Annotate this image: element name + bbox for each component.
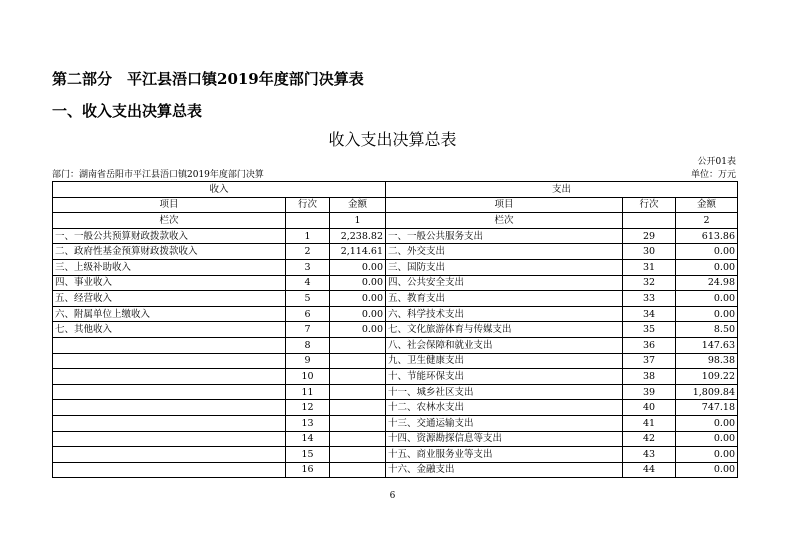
- income-item-cell: 四、事业收入: [53, 275, 286, 291]
- expense-item-cell: 十六、金融支出: [386, 462, 623, 478]
- expense-column-no-label: 栏次: [386, 213, 623, 229]
- income-row-no-cell: 3: [286, 259, 330, 275]
- table-row: [53, 431, 738, 447]
- header-row-column-numbers: [53, 213, 738, 229]
- expense-row-no-cell: 32: [623, 275, 676, 291]
- expense-amount-cell: 1,809.84: [676, 384, 738, 400]
- table-row: [53, 228, 738, 244]
- expense-item-cell: 六、科学技术支出: [386, 306, 623, 322]
- expense-item-cell: 八、社会保障和就业支出: [386, 337, 623, 353]
- income-amount-cell: [330, 337, 386, 353]
- expense-item-header: 项目: [386, 197, 623, 213]
- expense-item-cell: 二、外交支出: [386, 244, 623, 260]
- expense-row-no-cell: 37: [623, 353, 676, 369]
- income-item-cell: [53, 415, 286, 431]
- income-item-cell: [53, 447, 286, 463]
- income-amount-cell: 0.00: [330, 275, 386, 291]
- income-row-no-cell: 15: [286, 447, 330, 463]
- table-body: [53, 228, 738, 478]
- expense-item-cell: 一、一般公共服务支出: [386, 228, 623, 244]
- income-item-cell: [53, 384, 286, 400]
- expense-item-cell: 十二、农林水支出: [386, 400, 623, 416]
- income-item-cell: [53, 337, 286, 353]
- expense-header: 支出: [386, 182, 738, 198]
- income-item-cell: 三、上级补助收入: [53, 259, 286, 275]
- income-row-no-cell: 11: [286, 384, 330, 400]
- income-item-cell: [53, 353, 286, 369]
- income-amount-cell: 0.00: [330, 322, 386, 338]
- income-row-no-cell: 12: [286, 400, 330, 416]
- table-row: [53, 462, 738, 478]
- income-item-cell: [53, 400, 286, 416]
- income-amount-cell: [330, 400, 386, 416]
- form-code: 公开01表: [697, 157, 736, 167]
- table-row: [53, 384, 738, 400]
- expense-amount-cell: 0.00: [676, 306, 738, 322]
- table-row: [53, 400, 738, 416]
- income-row-no-cell: 7: [286, 322, 330, 338]
- table-row: [53, 447, 738, 463]
- expense-item-cell: 七、文化旅游体育与传媒支出: [386, 322, 623, 338]
- expense-row-no-cell: 41: [623, 415, 676, 431]
- expense-column-number: 2: [676, 213, 738, 229]
- income-row-no-cell: 14: [286, 431, 330, 447]
- income-amount-cell: [330, 369, 386, 385]
- header-row-sections: [53, 182, 738, 198]
- page-number: 6: [389, 491, 396, 501]
- empty-cell: [623, 213, 676, 229]
- table-row: [53, 306, 738, 322]
- expense-row-no-cell: 34: [623, 306, 676, 322]
- income-amount-cell: [330, 384, 386, 400]
- table-row: [53, 337, 738, 353]
- table-row: [53, 259, 738, 275]
- income-row-no-cell: 1: [286, 228, 330, 244]
- table-row: [53, 353, 738, 369]
- expense-amount-cell: 0.00: [676, 259, 738, 275]
- income-item-cell: 七、其他收入: [53, 322, 286, 338]
- expense-row-no-cell: 29: [623, 228, 676, 244]
- expense-row-no-cell: 30: [623, 244, 676, 260]
- income-amount-cell: [330, 447, 386, 463]
- income-item-cell: [53, 369, 286, 385]
- expense-item-cell: 九、卫生健康支出: [386, 353, 623, 369]
- income-amount-cell: 0.00: [330, 306, 386, 322]
- expense-row-no-cell: 40: [623, 400, 676, 416]
- income-header: 收入: [53, 182, 386, 198]
- section-heading: 一、收入支出决算总表: [52, 102, 203, 120]
- expense-amount-cell: 0.00: [676, 447, 738, 463]
- income-row-no-cell: 10: [286, 369, 330, 385]
- table-row: [53, 322, 738, 338]
- expense-amount-cell: 147.63: [676, 337, 738, 353]
- expense-amount-cell: 98.38: [676, 353, 738, 369]
- income-item-cell: [53, 462, 286, 478]
- department-label: 部门：湖南省岳阳市平江县浯口镇2019年度部门决算: [52, 170, 264, 180]
- income-column-number: 1: [330, 213, 386, 229]
- expense-amount-cell: 0.00: [676, 291, 738, 307]
- expense-amount-cell: 0.00: [676, 431, 738, 447]
- expense-amount-cell: 0.00: [676, 244, 738, 260]
- expense-item-cell: 十四、资源勘探信息等支出: [386, 431, 623, 447]
- income-amount-header: 金额: [330, 197, 386, 213]
- expense-row-no-cell: 31: [623, 259, 676, 275]
- income-row-no-cell: 5: [286, 291, 330, 307]
- expense-item-cell: 十一、城乡社区支出: [386, 384, 623, 400]
- expense-item-cell: 五、教育支出: [386, 291, 623, 307]
- income-amount-cell: [330, 415, 386, 431]
- expense-amount-cell: 109.22: [676, 369, 738, 385]
- income-item-cell: 二、政府性基金预算财政拨款收入: [53, 244, 286, 260]
- part-heading: 第二部分 平江县浯口镇2019年度部门决算表: [52, 70, 364, 88]
- expense-row-no-header: 行次: [623, 197, 676, 213]
- expense-item-cell: 四、公共安全支出: [386, 275, 623, 291]
- income-row-no-cell: 9: [286, 353, 330, 369]
- expense-row-no-cell: 36: [623, 337, 676, 353]
- table-row: [53, 275, 738, 291]
- expense-row-no-cell: 38: [623, 369, 676, 385]
- unit-label: 单位：万元: [690, 170, 736, 180]
- income-amount-cell: 2,114.61: [330, 244, 386, 260]
- expense-amount-cell: 0.00: [676, 462, 738, 478]
- expense-amount-cell: 747.18: [676, 400, 738, 416]
- income-row-no-cell: 2: [286, 244, 330, 260]
- table-row: [53, 415, 738, 431]
- expense-item-cell: 十三、交通运输支出: [386, 415, 623, 431]
- expense-item-cell: 十、节能环保支出: [386, 369, 623, 385]
- income-item-cell: 五、经营收入: [53, 291, 286, 307]
- income-column-no-label: 栏次: [53, 213, 286, 229]
- expense-row-no-cell: 39: [623, 384, 676, 400]
- expense-item-cell: 十五、商业服务业等支出: [386, 447, 623, 463]
- table-row: [53, 244, 738, 260]
- income-amount-cell: 0.00: [330, 291, 386, 307]
- header-row-columns: [53, 197, 738, 213]
- expense-row-no-cell: 44: [623, 462, 676, 478]
- table-row: [53, 369, 738, 385]
- table-row: [53, 291, 738, 307]
- income-row-no-header: 行次: [286, 197, 330, 213]
- expense-amount-cell: 613.86: [676, 228, 738, 244]
- income-amount-cell: [330, 353, 386, 369]
- income-item-cell: [53, 431, 286, 447]
- empty-cell: [286, 213, 330, 229]
- expense-row-no-cell: 33: [623, 291, 676, 307]
- income-amount-cell: [330, 462, 386, 478]
- income-amount-cell: [330, 431, 386, 447]
- income-amount-cell: 0.00: [330, 259, 386, 275]
- income-item-cell: 一、一般公共预算财政拨款收入: [53, 228, 286, 244]
- income-row-no-cell: 8: [286, 337, 330, 353]
- income-row-no-cell: 13: [286, 415, 330, 431]
- expense-row-no-cell: 43: [623, 447, 676, 463]
- table-title: 收入支出决算总表: [328, 130, 457, 149]
- income-row-no-cell: 4: [286, 275, 330, 291]
- expense-amount-cell: 0.00: [676, 415, 738, 431]
- expense-amount-cell: 8.50: [676, 322, 738, 338]
- expense-amount-cell: 24.98: [676, 275, 738, 291]
- expense-item-cell: 三、国防支出: [386, 259, 623, 275]
- income-amount-cell: 2,238.82: [330, 228, 386, 244]
- income-row-no-cell: 16: [286, 462, 330, 478]
- expense-amount-header: 金额: [676, 197, 738, 213]
- income-row-no-cell: 6: [286, 306, 330, 322]
- income-item-header: 项目: [53, 197, 286, 213]
- expense-row-no-cell: 42: [623, 431, 676, 447]
- income-item-cell: 六、附属单位上缴收入: [53, 306, 286, 322]
- expense-row-no-cell: 35: [623, 322, 676, 338]
- income-expense-table: [52, 181, 738, 478]
